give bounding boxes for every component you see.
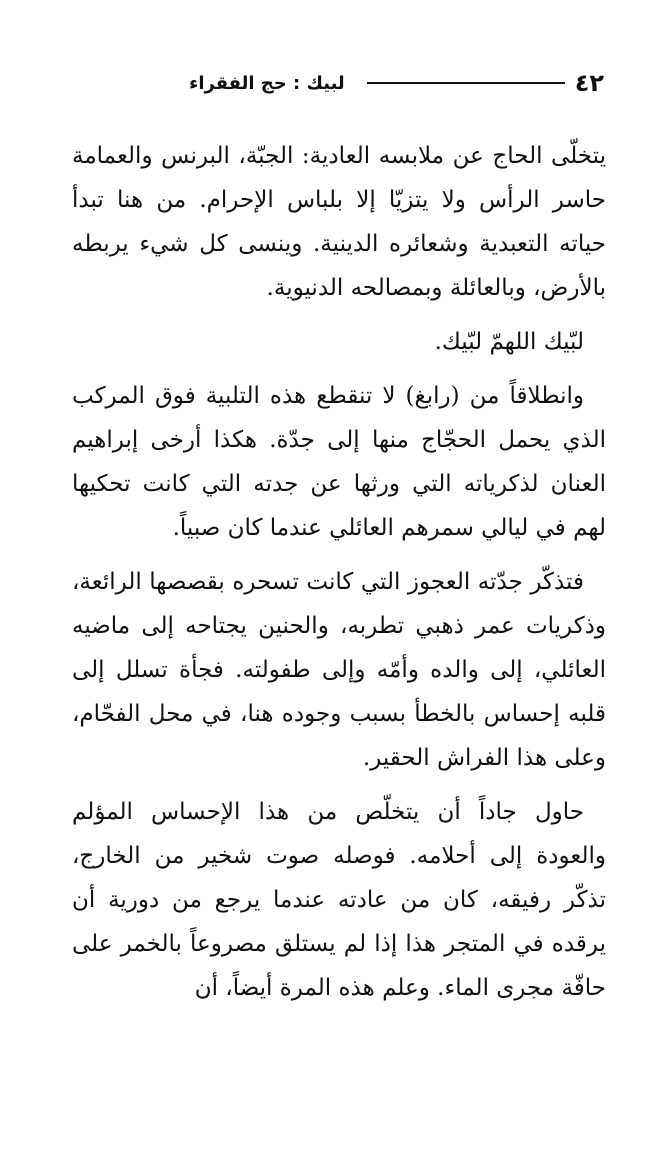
header-rule [367,82,565,84]
running-head [60,66,604,100]
running-title: لبيك : حج الفقراء [189,72,345,94]
paragraph-4: فتذكّر جدّته العجوز التي كانت تسحره بقصصها الرائعة، وذكريات عمر ذهبي تطربه، والحنين يجتاحه إلى ماضيه العائلي، إلى والده وأمّه وإلى طفولته. فجأة تسلل إلى قلبه إحساس بالخطأ بسبب وجوده هنا، في محل الفحّام، وعلى هذا الفراش الحقير. [72,569,606,771]
paragraph-3: وانطلاقاً من (رابغ) لا تنقطع هذه التلبية فوق المركب الذي يحمل الحجّاج منها إلى جدّة. هكذا أرخى إبراهيم العنان لذكرياته التي ورثها عن جدته التي كانت تحكيها لهم في ليالي سمرهم العائلي عندما كان صبياً. [72,383,606,541]
page-number: ٤٢ [574,69,604,97]
body-text [72,134,606,1010]
paragraph-1: يتخلّى الحاج عن ملابسه العادية: الجبّة، البرنس والعمامة حاسر الرأس ولا يتزيّا إلا بلباس الإحرام. من هنا تبدأ حياته التعبدية وشعائره الدينية. وينسى كل شيء يربطه بالأرض، وبالعائلة وبمصالحه الدنيوية. [72,143,606,301]
paragraph-2: لبّيك اللهمّ لبّيك. [434,329,584,355]
paragraph-5: حاول جاداً أن يتخلّص من هذا الإحساس المؤلم والعودة إلى أحلامه. فوصله صوت شخير من الخارج، تذكّر رفيقه، كان من عادته عندما يرجع من دورية أن يرقده في المتجر هذا إذا لم يستلق مصروعاً بالخمر على حافّة مجرى الماء. وعلم هذه المرة أيضاً، أن [72,799,607,1001]
